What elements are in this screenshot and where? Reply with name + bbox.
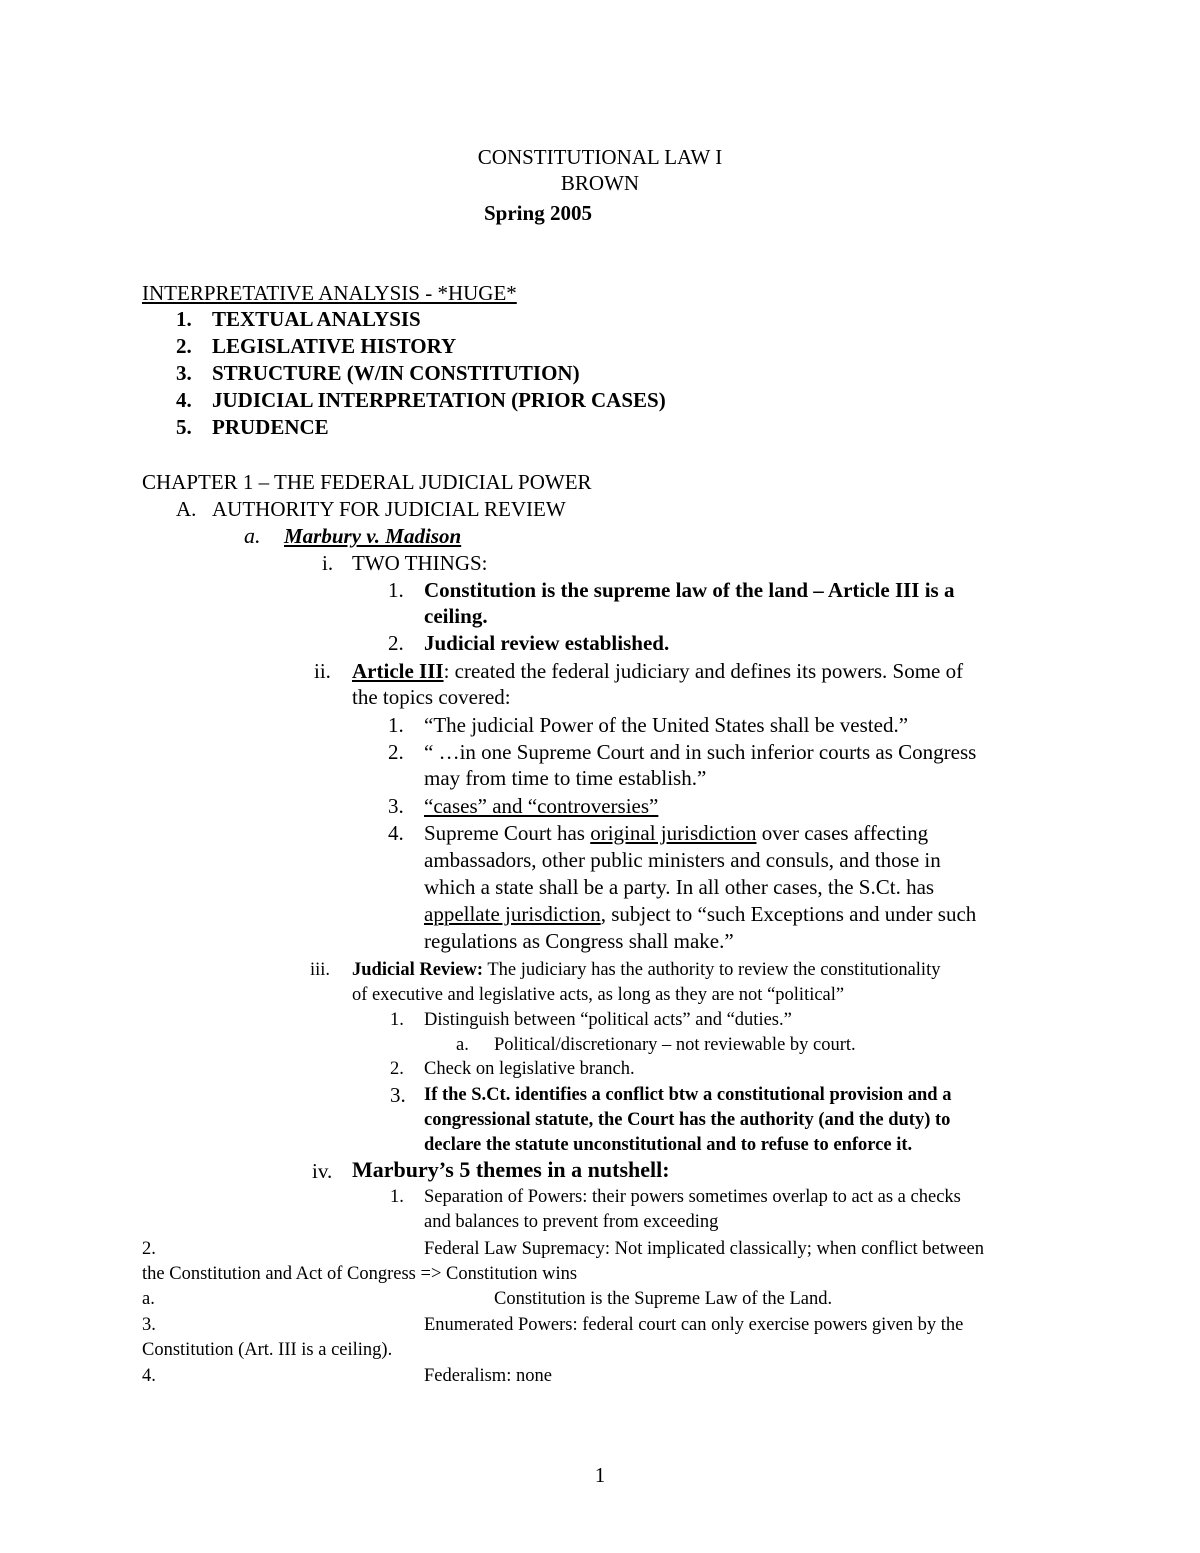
roman-numeral: i.	[322, 551, 334, 575]
subsection-text-cont: of executive and legislative acts, as long as they are not “political”	[352, 985, 845, 1005]
list-item: Check on legislative branch.	[424, 1059, 635, 1079]
subsection-text-line: : created the federal judiciary and defines its powers. Some of	[443, 659, 964, 683]
list-item-cont: which a state shall be a party. In all other cases, the S.Ct. has	[424, 875, 935, 899]
roman-numeral: ii.	[314, 659, 331, 683]
subsection-text	[352, 658, 963, 684]
section-number: A.	[176, 497, 197, 521]
list-item: Federal Law Supremacy: Not implicated classically; when conflict between	[424, 1239, 984, 1259]
subsection-text-cont: the topics covered:	[352, 685, 511, 709]
subsection-title: Marbury’s 5 themes in a nutshell:	[352, 1157, 670, 1182]
list-item: “cases” and “controversies”	[424, 794, 659, 818]
list-item: JUDICIAL INTERPRETATION (PRIOR CASES)	[212, 388, 666, 412]
roman-numeral: iii.	[310, 960, 331, 980]
list-item-cont: may from time to time establish.”	[424, 766, 707, 790]
section-title: AUTHORITY FOR JUDICIAL REVIEW	[212, 497, 566, 521]
course-title: CONSTITUTIONAL LAW I	[477, 145, 723, 169]
roman-numeral: iv.	[312, 1159, 333, 1183]
list-item: Constitution is the Supreme Law of the Land.	[494, 1289, 833, 1309]
list-number: 2.	[142, 1239, 156, 1259]
list-number: 1.	[388, 713, 404, 737]
list-item-cont: congressional statute, the Court has the authority (and the duty) to	[424, 1110, 951, 1130]
list-number: 4.	[142, 1366, 156, 1386]
list-number: 3.	[142, 1315, 156, 1335]
list-item-cont: ceiling.	[424, 604, 488, 628]
list-item-text: over cases affecting	[756, 821, 929, 845]
list-item: “The judicial Power of the United States shall be vested.”	[424, 713, 909, 737]
list-number: 1.	[388, 578, 404, 602]
list-number: 3.	[176, 361, 192, 385]
list-item: PRUDENCE	[212, 415, 329, 439]
interpretive-heading: INTERPRETATIVE ANALYSIS - *HUGE*	[142, 281, 517, 305]
subsection-text-line: The judiciary has the authority to review the constitutionality	[483, 960, 941, 980]
list-number: 1.	[390, 1187, 404, 1207]
list-number: 4.	[176, 388, 192, 412]
list-item: Judicial review established.	[424, 631, 670, 655]
list-item-cont: the Constitution and Act of Congress => Constitution wins	[142, 1264, 578, 1284]
list-number: 2.	[390, 1059, 404, 1079]
case-letter: a.	[244, 523, 261, 548]
subsection-title: TWO THINGS:	[352, 551, 488, 575]
list-item: Distinguish between “political acts” and “duties.”	[424, 1010, 792, 1030]
list-number: 4.	[388, 821, 404, 845]
list-item: If the S.Ct. identifies a conflict btw a constitutional provision and a	[424, 1085, 952, 1105]
list-item: Constitution is the supreme law of the land – Article III is a	[424, 578, 955, 602]
list-letter: a.	[456, 1035, 469, 1055]
list-item: Political/discretionary – not reviewable by court.	[494, 1035, 856, 1055]
list-item: “ …in one Supreme Court and in such inferior courts as Congress	[424, 740, 977, 764]
list-number: 1.	[390, 1010, 404, 1030]
chapter-title: CHAPTER 1 – THE FEDERAL JUDICIAL POWER	[142, 470, 592, 494]
list-number: 3.	[388, 794, 404, 818]
list-item-cont: ambassadors, other public ministers and consuls, and those in	[424, 848, 941, 872]
article-iii-label: Article III	[352, 659, 444, 683]
list-item: Separation of Powers: their powers sometimes overlap to act as a checks	[424, 1187, 961, 1207]
list-item-text: Supreme Court has	[424, 821, 591, 845]
appellate-jurisdiction-term: appellate jurisdiction	[424, 902, 601, 926]
list-number: 1.	[176, 307, 192, 331]
list-item-cont: and balances to prevent from exceeding	[424, 1212, 719, 1232]
list-item: Federalism: none	[424, 1366, 552, 1386]
list-number: 2.	[388, 631, 404, 655]
list-letter: a.	[142, 1289, 155, 1309]
list-item-text: , subject to “such Exceptions and under such	[600, 902, 977, 926]
list-item-cont: regulations as Congress shall make.”	[424, 929, 734, 953]
term: Spring 2005	[484, 201, 592, 225]
list-item	[424, 820, 928, 846]
list-item-cont: declare the statute unconstitutional and to refuse to enforce it.	[424, 1135, 913, 1155]
subsection-text	[352, 957, 940, 983]
list-number: 3.	[390, 1083, 406, 1107]
list-item-cont: Constitution (Art. III is a ceiling).	[142, 1340, 393, 1360]
list-number: 5.	[176, 415, 192, 439]
page-number: 1	[594, 1463, 606, 1487]
list-item: TEXTUAL ANALYSIS	[212, 307, 421, 331]
list-item-cont	[424, 901, 976, 927]
list-item: STRUCTURE (W/IN CONSTITUTION)	[212, 361, 580, 385]
list-number: 2.	[176, 334, 192, 358]
list-item: Enumerated Powers: federal court can only exercise powers given by the	[424, 1315, 964, 1335]
original-jurisdiction-term: original jurisdiction	[590, 821, 757, 845]
judicial-review-label: Judicial Review:	[352, 960, 484, 980]
list-item: LEGISLATIVE HISTORY	[212, 334, 457, 358]
case-name: Marbury v. Madison	[284, 524, 462, 548]
professor-name: BROWN	[560, 171, 640, 195]
list-number: 2.	[388, 740, 404, 764]
